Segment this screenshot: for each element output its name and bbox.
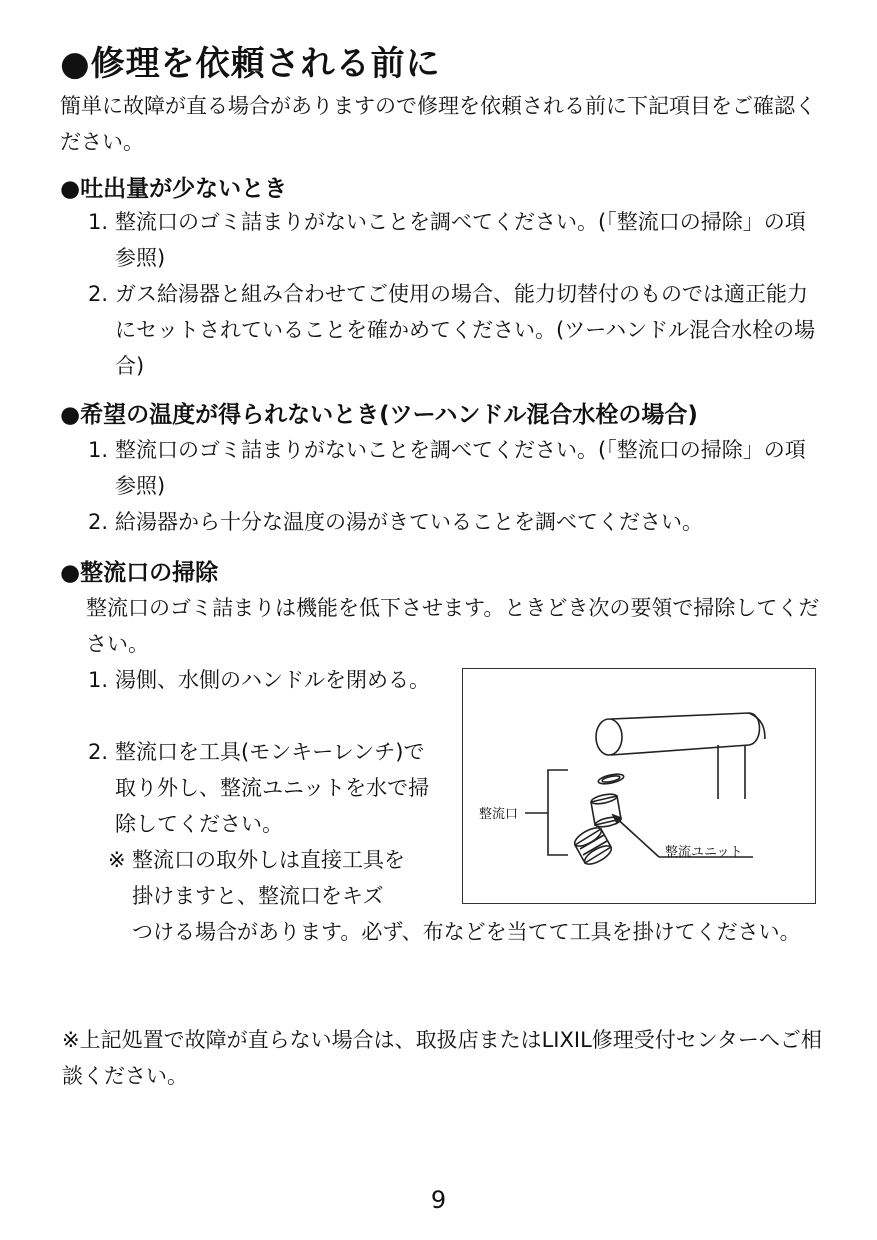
caution-note [108, 842, 448, 914]
footnote: ※上記処置で故障が直らない場合は、取扱店またはLIXIL修理受付センターへご相談ください。 [62, 1028, 822, 1088]
item-text: 整流口を工具(モンキーレンチ)で取り外し、整流ユニットを水で掃除してください。 [115, 740, 430, 836]
item-text: ガス給湯器と組み合わせてご使用の場合、能力切替付のものでは適正能力にセットされていることを確かめてください。(ツーハンドル混合水栓の場合) [115, 282, 816, 378]
list-item [88, 432, 820, 504]
list-item [88, 504, 820, 540]
note-line-1: 整流口の取外しは直接工具を [132, 848, 405, 872]
section-temperature-heading: ●希望の温度が得られないとき(ツーハンドル混合水栓の場合) [60, 402, 698, 428]
note-mark: ※ [108, 848, 126, 872]
list-item [88, 734, 443, 842]
note-line-3: つける場合があります。必ず、布などを当てて工具を掛けてください。 [132, 920, 801, 944]
item-number: 1. [88, 438, 109, 462]
section-low-flow-heading: ●吐出量が少ないとき [60, 176, 288, 202]
aerator-label: 整流口 [479, 807, 519, 822]
list-item [88, 276, 820, 384]
page-number: 9 [430, 1186, 447, 1214]
item-number: 2. [88, 740, 109, 764]
item-number: 1. [88, 210, 109, 234]
page-title: ●修理を依頼される前に [60, 44, 441, 84]
item-number: 2. [88, 282, 109, 306]
aerator-diagram [462, 668, 816, 904]
list-item [88, 662, 443, 698]
aerator-unit-label: 整流ユニット [665, 845, 743, 860]
item-text: 整流口のゴミ詰まりがないことを調べてください。(「整流口の掃除」の項参照) [115, 438, 806, 498]
intro-text: 簡単に故障が直る場合がありますので修理を依頼される前に下記項目をご確認ください。 [60, 94, 816, 154]
section-cleaning-heading: ●整流口の掃除 [60, 560, 219, 586]
item-text: 整流口のゴミ詰まりがないことを調べてください。(「整流口の掃除」の項参照) [115, 210, 806, 270]
item-number: 1. [88, 668, 109, 692]
faucet-illustration [463, 669, 817, 905]
note-line-2: 掛けますと、整流口をキズ [132, 884, 384, 908]
item-text: 給湯器から十分な温度の湯がきていることを調べてください。 [115, 510, 703, 534]
list-item [88, 204, 820, 276]
item-text: 湯側、水側のハンドルを閉める。 [115, 668, 430, 692]
cleaning-intro: 整流口のゴミ詰まりは機能を低下させます。ときどき次の要領で掃除してください。 [86, 596, 820, 656]
item-number: 2. [88, 510, 109, 534]
